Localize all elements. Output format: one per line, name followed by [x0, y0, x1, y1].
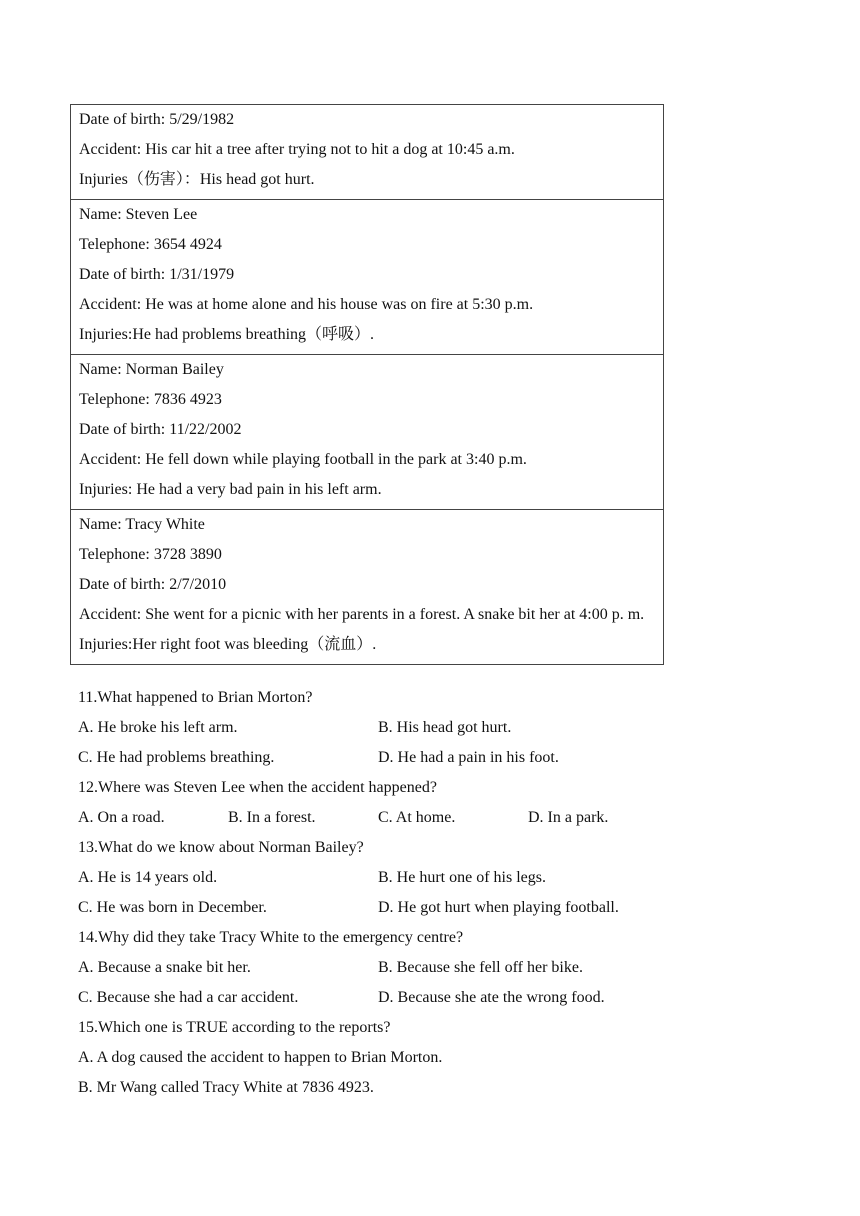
option-row — [78, 953, 778, 983]
option-b[interactable]: B. Mr Wang called Tracy White at 7836 4923. — [78, 1079, 374, 1096]
option-b[interactable]: B. In a forest. — [228, 809, 316, 826]
option-b[interactable]: B. His head got hurt. — [378, 719, 512, 736]
option-d[interactable]: D. He had a pain in his foot. — [378, 749, 559, 766]
record-line: Injuries:He had problems breathing（呼吸）. — [79, 326, 375, 343]
option-row — [78, 983, 778, 1013]
option-a[interactable]: A. He is 14 years old. — [78, 869, 218, 886]
option-row — [78, 713, 778, 743]
record-brian-morton — [71, 105, 663, 200]
option-a[interactable]: A. A dog caused the accident to happen to Brian Morton. — [78, 1049, 443, 1066]
question-stem: 14.Why did they take Tracy White to the emergency centre? — [78, 929, 464, 946]
record-line: Telephone: 7836 4923 — [79, 391, 222, 408]
record-line: Telephone: 3654 4924 — [79, 236, 222, 253]
record-line: Date of birth: 2/7/2010 — [79, 576, 227, 593]
record-line: Injuries:Her right foot was bleeding（流血）. — [79, 636, 377, 653]
record-line: Injuries（伤害）：His head got hurt. — [79, 171, 315, 188]
option-b[interactable]: B. Because she fell off her bike. — [378, 959, 583, 976]
option-a[interactable]: A. Because a snake bit her. — [78, 959, 251, 976]
option-d[interactable]: D. Because she ate the wrong food. — [378, 989, 605, 1006]
option-a[interactable]: A. He broke his left arm. — [78, 719, 238, 736]
questions-section — [78, 683, 778, 1103]
option-c[interactable]: C. He was born in December. — [78, 899, 267, 916]
option-row — [78, 893, 778, 923]
accident-records-table — [70, 104, 664, 665]
record-line: Telephone: 3728 3890 — [79, 546, 222, 563]
option-c[interactable]: C. He had problems breathing. — [78, 749, 275, 766]
option-c[interactable]: C. Because she had a car accident. — [78, 989, 299, 1006]
option-c[interactable]: C. At home. — [378, 809, 456, 826]
option-d[interactable]: D. He got hurt when playing football. — [378, 899, 619, 916]
record-steven-lee — [71, 200, 663, 355]
record-line: Date of birth: 1/31/1979 — [79, 266, 235, 283]
record-line: Accident: She went for a picnic with her parents in a forest. A snake bit her at 4:00 p. m. — [79, 606, 645, 623]
record-line: Accident: His car hit a tree after trying not to hit a dog at 10:45 a.m. — [79, 141, 515, 158]
record-line: Name: Steven Lee — [79, 206, 198, 223]
record-line: Accident: He was at home alone and his house was on fire at 5:30 p.m. — [79, 296, 534, 313]
record-line: Date of birth: 11/22/2002 — [79, 421, 242, 438]
question-stem: 15.Which one is TRUE according to the reports? — [78, 1019, 391, 1036]
option-d[interactable]: D. In a park. — [528, 809, 609, 826]
record-line: Accident: He fell down while playing football in the park at 3:40 p.m. — [79, 451, 527, 468]
record-tracy-white — [71, 510, 663, 664]
option-a[interactable]: A. On a road. — [78, 809, 165, 826]
option-b[interactable]: B. He hurt one of his legs. — [378, 869, 546, 886]
question-stem: 12.Where was Steven Lee when the accident happened? — [78, 779, 437, 796]
record-line: Date of birth: 5/29/1982 — [79, 111, 235, 128]
record-line: Name: Tracy White — [79, 516, 205, 533]
record-norman-bailey — [71, 355, 663, 510]
record-line: Injuries: He had a very bad pain in his left arm. — [79, 481, 382, 498]
question-stem: 11.What happened to Brian Morton? — [78, 689, 313, 706]
option-row — [78, 803, 778, 833]
record-line: Name: Norman Bailey — [79, 361, 224, 378]
option-row — [78, 863, 778, 893]
option-row — [78, 743, 778, 773]
question-stem: 13.What do we know about Norman Bailey? — [78, 839, 364, 856]
